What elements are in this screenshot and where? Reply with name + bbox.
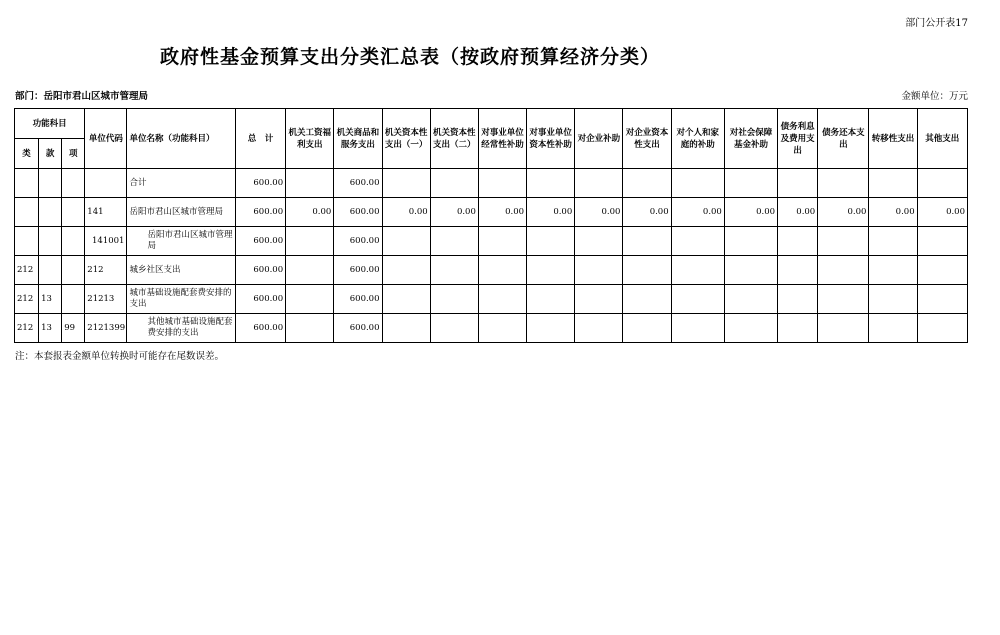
amount-cell: 0.00 [778,198,818,227]
amount-cell [430,256,478,285]
amount-cell [478,227,526,256]
amount-cell [382,256,430,285]
amount-cell [286,314,334,343]
amount-cell [527,227,575,256]
col-header: 债务利息及费用支出 [778,109,818,169]
amount-cell [527,169,575,198]
amount-cell [478,256,526,285]
unit-code-cell: 2121399 [85,314,127,343]
xiang-header: 项 [62,139,85,169]
lei-cell [15,198,39,227]
table-row [15,169,968,198]
amount-cell [869,314,917,343]
amount-cell [286,169,334,198]
lei-cell [15,169,39,198]
amount-cell [778,169,818,198]
amount-cell [671,256,724,285]
amount-cell: 0.00 [623,198,671,227]
unit-name-cell: 城乡社区支出 [127,256,235,285]
table-row [15,198,968,227]
amount-cell [430,314,478,343]
total-cell: 600.00 [235,314,285,343]
unit-name-cell: 其他城市基础设施配套费安排的支出 [127,314,235,343]
total-cell: 600.00 [235,256,285,285]
amount-cell [671,169,724,198]
amount-cell [575,256,623,285]
lei-cell: 212 [15,256,39,285]
amount-cell [724,285,777,314]
total-cell: 600.00 [235,227,285,256]
col-header: 机关工资福利支出 [286,109,334,169]
func-subject-header: 功能科目 [15,109,85,139]
kuan-header: 款 [39,139,62,169]
amount-cell [869,169,917,198]
department-label: 部门：岳阳市君山区城市管理局 [15,91,149,102]
total-cell: 600.00 [235,285,285,314]
kuan-cell: 13 [39,314,62,343]
amount-cell [478,314,526,343]
amount-cell [623,169,671,198]
amount-cell [527,314,575,343]
col-header: 对个人和家庭的补助 [671,109,724,169]
lei-cell: 212 [15,285,39,314]
amount-cell [671,314,724,343]
unit-code-cell: 141001 [85,227,127,256]
xiang-cell: 99 [62,314,85,343]
amount-cell: 0.00 [575,198,623,227]
amount-cell [623,285,671,314]
amount-cell [724,314,777,343]
amount-cell: 600.00 [334,198,382,227]
amount-cell: 600.00 [334,285,382,314]
total-cell: 600.00 [235,169,285,198]
total-header: 总 计 [235,109,285,169]
amount-cell [382,314,430,343]
col-header: 机关商品和服务支出 [334,109,382,169]
xiang-cell [62,285,85,314]
lei-cell [15,227,39,256]
kuan-cell [39,256,62,285]
amount-cell: 0.00 [382,198,430,227]
amount-cell: 0.00 [527,198,575,227]
total-cell: 600.00 [235,198,285,227]
page-title: 政府性基金预算支出分类汇总表（按政府预算经济分类） [159,46,660,68]
unit-code-cell [85,169,127,198]
amount-cell [382,169,430,198]
amount-cell [778,314,818,343]
amount-cell [778,256,818,285]
amount-cell [286,227,334,256]
col-header: 对企业补助 [575,109,623,169]
amount-cell [818,256,869,285]
unit-code-cell: 212 [85,256,127,285]
amount-cell [527,285,575,314]
amount-cell [478,285,526,314]
unit-name-cell: 合计 [127,169,235,198]
unit-code-cell: 141 [85,198,127,227]
col-header: 债务还本支出 [818,109,869,169]
amount-cell [917,227,967,256]
amount-cell [778,285,818,314]
col-header: 对事业单位资本性补助 [527,109,575,169]
amount-cell [818,169,869,198]
amount-cell [430,285,478,314]
amount-cell [430,169,478,198]
col-header: 对社会保障基金补助 [724,109,777,169]
kuan-cell [39,198,62,227]
amount-cell [527,256,575,285]
kuan-cell [39,169,62,198]
amount-cell: 600.00 [334,314,382,343]
amount-cell [430,227,478,256]
unit-code-cell: 21213 [85,285,127,314]
amount-cell [818,285,869,314]
amount-cell: 0.00 [724,198,777,227]
amount-cell [671,285,724,314]
xiang-cell [62,227,85,256]
amount-cell [869,285,917,314]
amount-cell [917,169,967,198]
amount-cell [917,256,967,285]
xiang-cell [62,198,85,227]
unit-name-cell: 岳阳市君山区城市管理局 [127,227,235,256]
amount-cell [575,227,623,256]
amount-cell [917,314,967,343]
amount-cell: 600.00 [334,256,382,285]
amount-cell [623,314,671,343]
table-row [15,256,968,285]
table-row [15,285,968,314]
amount-cell [623,227,671,256]
amount-cell: 600.00 [334,227,382,256]
table-row [15,227,968,256]
kuan-cell [39,227,62,256]
lei-cell: 212 [15,314,39,343]
amount-cell [575,169,623,198]
amount-cell [623,256,671,285]
amount-cell [869,256,917,285]
amount-cell: 0.00 [671,198,724,227]
amount-cell [382,227,430,256]
col-header: 对企业资本性支出 [623,109,671,169]
amount-cell [818,227,869,256]
amount-cell [671,227,724,256]
amount-cell [778,227,818,256]
col-header: 机关资本性支出（一） [382,109,430,169]
amount-cell [478,169,526,198]
kuan-cell: 13 [39,285,62,314]
col-header: 机关资本性支出（二） [430,109,478,169]
unit-name-header: 单位名称（功能科目） [127,109,235,169]
amount-cell [724,256,777,285]
amount-cell [869,227,917,256]
amount-unit-label: 金额单位：万元 [901,91,968,102]
table-row [15,314,968,343]
amount-cell [724,169,777,198]
amount-cell [575,285,623,314]
amount-cell [286,256,334,285]
xiang-cell [62,169,85,198]
amount-cell: 0.00 [286,198,334,227]
amount-cell: 0.00 [478,198,526,227]
unit-name-cell: 岳阳市君山区城市管理局 [127,198,235,227]
form-number: 部门公开表17 [905,18,968,29]
unit-code-header: 单位代码 [85,109,127,169]
amount-cell: 0.00 [917,198,967,227]
unit-name-cell: 城市基础设施配套费安排的支出 [127,285,235,314]
amount-cell [286,285,334,314]
amount-cell: 0.00 [430,198,478,227]
amount-cell [818,314,869,343]
amount-cell: 600.00 [334,169,382,198]
col-header: 转移性支出 [869,109,917,169]
amount-cell [575,314,623,343]
col-header: 其他支出 [917,109,967,169]
col-header: 对事业单位经常性补助 [478,109,526,169]
amount-cell [724,227,777,256]
footnote: 注：本套报表金额单位转换时可能存在尾数误差。 [15,351,225,362]
amount-cell: 0.00 [818,198,869,227]
lei-header: 类 [15,139,39,169]
amount-cell: 0.00 [869,198,917,227]
budget-table [14,108,968,343]
amount-cell [917,285,967,314]
xiang-cell [62,256,85,285]
amount-cell [382,285,430,314]
